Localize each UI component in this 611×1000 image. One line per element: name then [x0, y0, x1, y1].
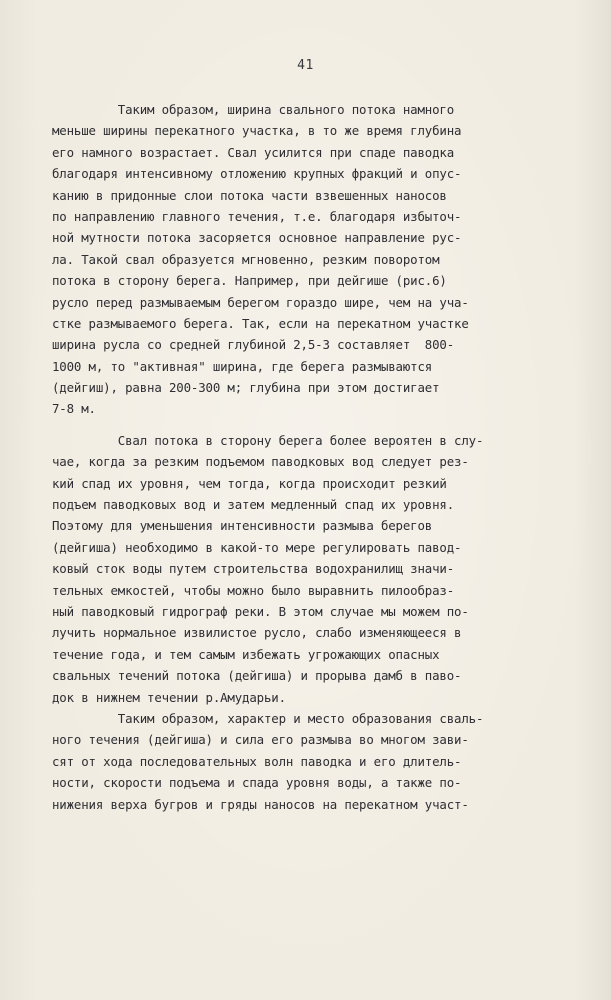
- text-line: ковый сток воды путем строительства водохранилищ значи-: [52, 561, 455, 577]
- text-line: течение года, и тем самым избежать угрожающих опасных: [52, 646, 440, 662]
- text-line: по направлению главного течения, т.е. благодаря избыточ-: [52, 208, 462, 224]
- text-line: ла. Такой свал образуется мгновенно, резким поворотом: [52, 251, 440, 267]
- text-line: 1000 м, то "активная" ширина, где берега размываются: [52, 358, 433, 374]
- text-line: Таким образом, характер и место образования сваль-: [52, 710, 484, 726]
- text-line: 7-8 м.: [52, 401, 96, 417]
- text-line: нижения верха бугров и гряды наносов на перекатном участ-: [52, 796, 469, 812]
- text-line: сят от хода последовательных волн паводка и его длитель-: [52, 753, 462, 769]
- body-text: [52, 99, 552, 815]
- text-line: подъем паводковых вод и затем медленный спад их уровня.: [52, 497, 455, 513]
- text-line: лучить нормальное извилистое русло, слабо изменяющееся в: [52, 625, 462, 641]
- text-line: ный паводковый гидрограф реки. В этом случае мы можем по-: [52, 603, 469, 619]
- text-line: канию в придонные слои потока части взвешенных наносов: [52, 187, 447, 203]
- page-number: 41: [297, 58, 314, 73]
- text-line: ширина русла со средней глубиной 2,5-3 составляет 800-: [52, 337, 455, 353]
- text-line: ной мутности потока засоряется основное направление рус-: [52, 230, 462, 246]
- text-line: Свал потока в сторону берега более вероятен в слу-: [52, 432, 484, 448]
- text-line: свальных течений потока (дейгиша) и прорыва дамб в паво-: [52, 668, 462, 684]
- text-line: русло перед размываемым берегом гораздо шире, чем на уча-: [52, 294, 469, 310]
- text-line: Поэтому для уменьшения интенсивности размыва берегов: [52, 518, 433, 534]
- text-line: док в нижнем течении р.Амударьи.: [52, 689, 286, 705]
- text-line: благодаря интенсивному отложению крупных фракций и опус-: [52, 166, 462, 182]
- text-line: (дейгиша) необходимо в какой-то мере регулировать павод-: [52, 539, 462, 555]
- text-line: меньше ширины перекатного участка, в то же время глубина: [52, 123, 462, 139]
- text-line: кий спад их уровня, чем тогда, когда происходит резкий: [52, 475, 447, 491]
- text-line: ности, скорости подъема и спада уровня воды, а также по-: [52, 775, 462, 791]
- text-line: его намного возрастает. Свал усилится при спаде паводка: [52, 144, 455, 160]
- text-line: Таким образом, ширина свального потока намного: [52, 102, 455, 117]
- text-line: чае, когда за резким подъемом паводковых вод следует рез-: [52, 454, 469, 470]
- text-line: ного течения (дейгиша) и сила его размыва во многом зави-: [52, 732, 469, 748]
- text-line: (дейгиш), равна 200-300 м; глубина при этом достигает: [52, 380, 440, 396]
- text-line: потока в сторону берега. Например, при дейгише (рис.6): [52, 273, 447, 289]
- text-line: тельных емкостей, чтобы можно было выравнить пилообраз-: [52, 582, 455, 598]
- text-line: стке размываемого берега. Так, если на перекатном участке: [52, 315, 469, 331]
